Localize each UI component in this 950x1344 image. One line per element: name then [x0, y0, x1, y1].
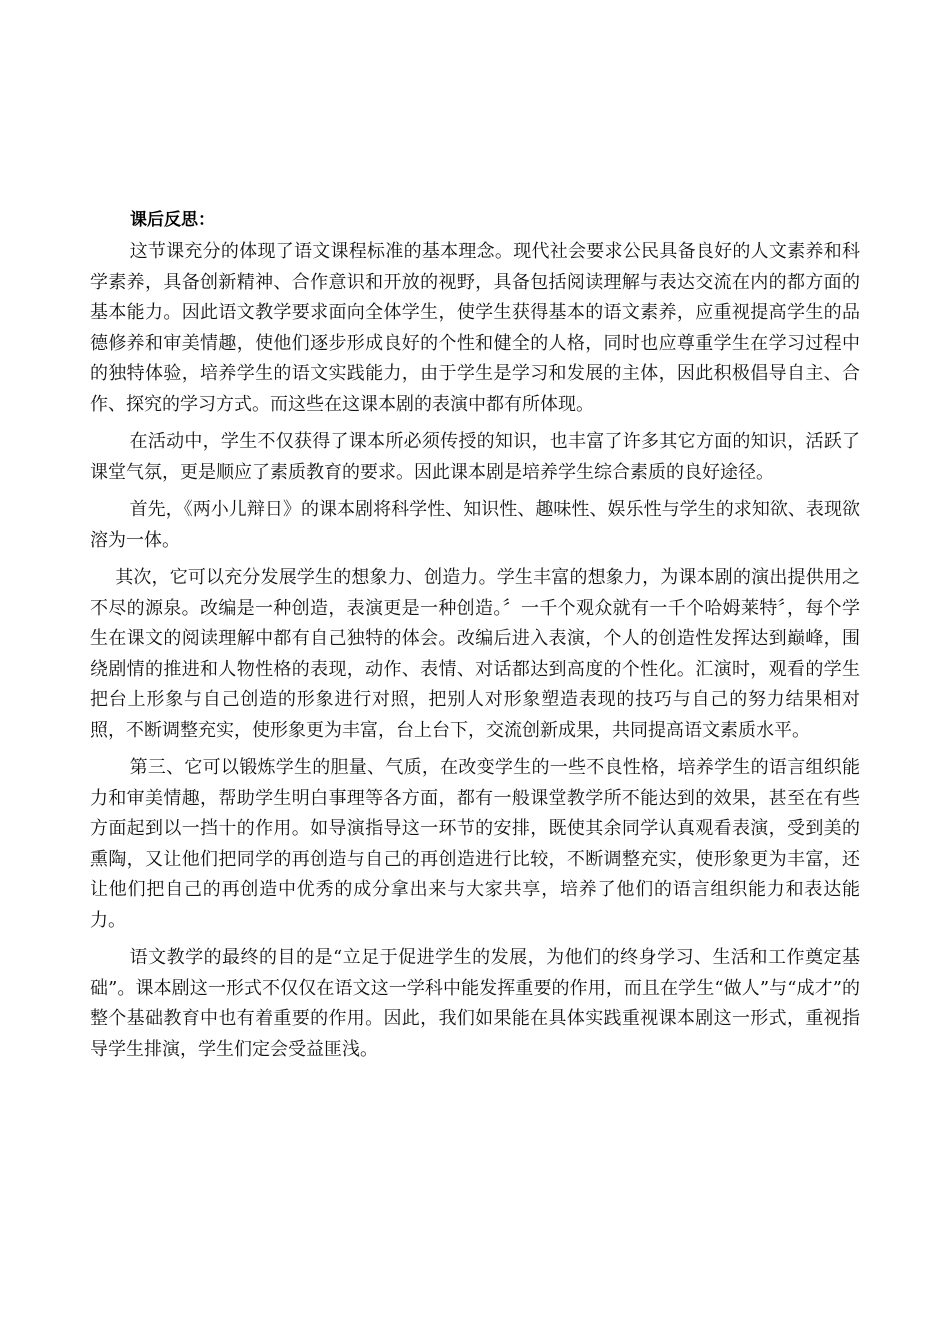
paragraph-5: 第三、它可以锻炼学生的胆量、气质，在改变学生的一些不良性格，培养学生的语言组织能力和审美情趣，帮助学生明白事理等各方面，都有一般课堂教学所不能达到的效果，甚至在有些方面起到以一挡十的作用。如导演指导这一环节的安排，既使其余同学认真观看表演，受到美的熏陶，又让他们把同学的再创造与自己的再创造进行比较，不断调整充实，使形象更为丰富，还让他们把自己的再创造中优秀的成分拿出来与大家共享，培养了他们的语言组织能力和表达能力。	[90, 757, 860, 931]
section-heading: 课后反思：	[130, 210, 215, 230]
paragraph-6: 语文教学的最终的目的是“立足于促进学生的发展，为他们的终身学习、生活和工作奠定基础”。课本剧这一形式不仅仅在语文这一学科中能发挥重要的作用，而且在学生“做人”与“成才”的整个基础教育中也有着重要的作用。因此，我们如果能在具体实践重视课本剧这一形式，重视指导学生排演，学生们定会受益匪浅。	[90, 947, 860, 1060]
paragraph-1: 这节课充分的体现了语文课程标准的基本理念。现代社会要求公民具备良好的人文素养和科学素养，具备创新精神、合作意识和开放的视野，具备包括阅读理解与表达交流在内的都方面的基本能力。因此语文教学要求面向全体学生，使学生获得基本的语文素养，应重视提高学生的品德修养和审美情趣，使他们逐步形成良好的个性和健全的人格，同时也应尊重学生在学习过程中的独特体验，培养学生的语文实践能力，由于学生是学习和发展的主体，因此积极倡导自主、合作、探究的学习方式。而这些在这课本剧的表演中都有所体现。	[90, 241, 860, 415]
document-body	[90, 205, 860, 1072]
paragraph-2: 在活动中，学生不仅获得了课本所必须传授的知识，也丰富了许多其它方面的知识，活跃了课堂气氛，更是顺应了素质教育的要求。因此课本剧是培养学生综合素质的良好途径。	[90, 431, 860, 483]
paragraph-4: 其次，它可以充分发展学生的想象力、创造力。学生丰富的想象力，为课本剧的演出提供用之不尽的源泉。改编是一种创造，表演更是一种创造。〞一千个观众就有一千个哈姆莱特〞，每个学生在课文的阅读理解中都有自己独特的体会。改编后进入表演，个人的创造性发挥达到巅峰，围绕剧情的推进和人物性格的表现，动作、表情、对话都达到高度的个性化。汇演时，观看的学生把台上形象与自己创造的形象进行对照，把别人对形象塑造表现的技巧与自己的努力结果相对照，不断调整充实，使形象更为丰富，台上台下，交流创新成果，共同提高语文素质水平。	[90, 567, 860, 741]
paragraph-3: 首先，《两小儿辩日》的课本剧将科学性、知识性、趣味性、娱乐性与学生的求知欲、表现欲溶为一体。	[90, 499, 860, 551]
